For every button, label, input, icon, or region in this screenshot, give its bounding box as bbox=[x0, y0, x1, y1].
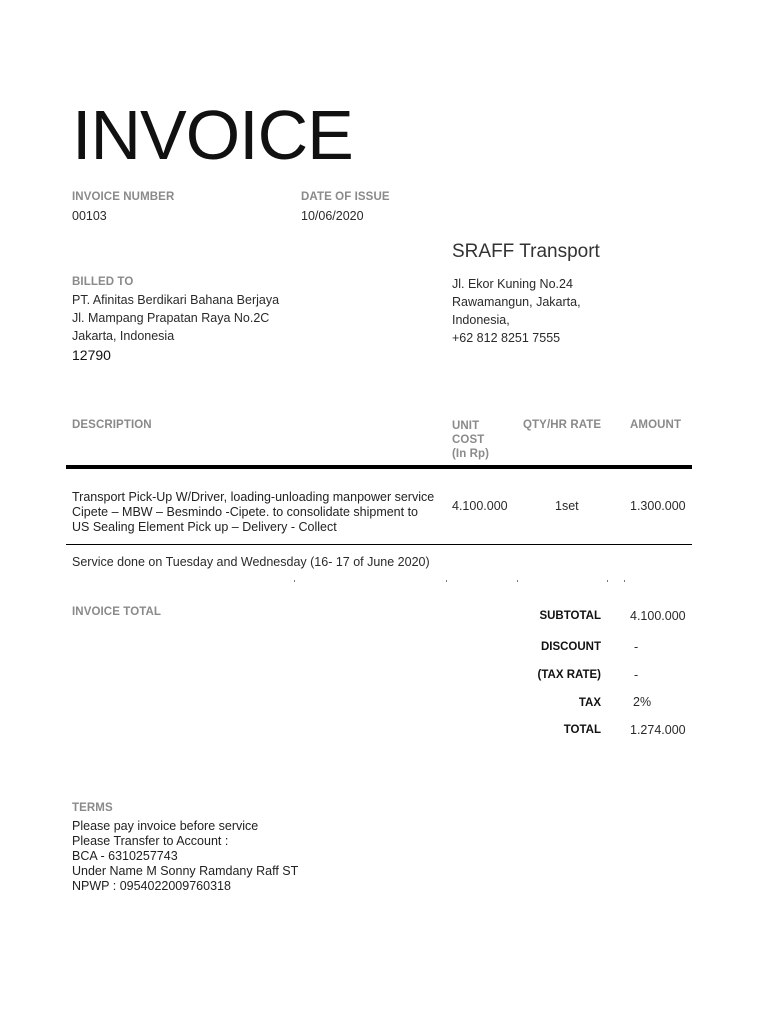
dotted-mark bbox=[624, 580, 625, 582]
total-value: 1.274.000 bbox=[630, 723, 686, 737]
tax-value: 2% bbox=[633, 695, 652, 709]
terms-line: BCA - 6310257743 bbox=[72, 849, 178, 863]
terms-line: Please Transfer to Account : bbox=[72, 834, 229, 848]
tax-rate-label: (TAX RATE) bbox=[537, 669, 601, 681]
unit-cost-header bbox=[452, 419, 489, 461]
billed-to-postcode: 12790 bbox=[72, 347, 111, 363]
qty-header: QTY/HR RATE bbox=[523, 419, 602, 431]
unit-cost-header-line: COST bbox=[452, 434, 485, 446]
billed-to-label: BILLED TO bbox=[72, 276, 134, 288]
dotted-mark bbox=[607, 580, 608, 582]
invoice-number-label: INVOICE NUMBER bbox=[72, 191, 175, 203]
date-of-issue-value: 10/06/2020 bbox=[301, 209, 364, 223]
table-row-divider bbox=[66, 544, 692, 545]
table-header-divider bbox=[66, 465, 692, 469]
terms-line: Please pay invoice before service bbox=[72, 819, 259, 833]
terms-line: Under Name M Sonny Ramdany Raff ST bbox=[72, 864, 299, 878]
company-address bbox=[452, 275, 581, 347]
line-item-qty: 1set bbox=[555, 499, 579, 513]
billed-to-line: PT. Afinitas Berdikari Bahana Berjaya bbox=[72, 293, 280, 307]
dotted-mark bbox=[294, 580, 295, 582]
company-address-line: Rawamangun, Jakarta, bbox=[452, 295, 581, 309]
total-label: TOTAL bbox=[563, 724, 601, 736]
discount-label: DISCOUNT bbox=[540, 641, 601, 653]
company-address-line: Indonesia, bbox=[452, 313, 510, 327]
description-header: DESCRIPTION bbox=[72, 419, 152, 431]
invoice-title: INVOICE bbox=[72, 96, 353, 174]
date-of-issue-label: DATE OF ISSUE bbox=[301, 191, 390, 203]
line-item-amount: 1.300.000 bbox=[630, 499, 686, 513]
company-address-line: Jl. Ekor Kuning No.24 bbox=[452, 277, 573, 291]
unit-cost-header-line: UNIT bbox=[452, 420, 480, 432]
description-line: Transport Pick-Up W/Driver, loading-unloading manpower service bbox=[72, 490, 435, 504]
amount-header: AMOUNT bbox=[630, 419, 682, 431]
line-item-unit-cost: 4.100.000 bbox=[452, 499, 508, 513]
billed-to-address bbox=[72, 291, 279, 365]
terms-text bbox=[72, 819, 298, 894]
billed-to-line: Jl. Mampang Prapatan Raya No.2C bbox=[72, 311, 270, 325]
dotted-mark bbox=[517, 580, 518, 582]
invoice-number-value: 00103 bbox=[72, 209, 107, 223]
billed-to-line: Jakarta, Indonesia bbox=[72, 329, 175, 343]
tax-rate-value: - bbox=[634, 668, 639, 682]
terms-label: TERMS bbox=[72, 802, 113, 814]
line-item-description bbox=[72, 490, 447, 535]
terms-line: NPWP : 0954022009760318 bbox=[72, 879, 231, 893]
description-line: Cipete – MBW – Besmindo -Cipete. to consolidate shipment to bbox=[72, 505, 419, 519]
discount-value: - bbox=[634, 640, 639, 654]
company-phone: +62 812 8251 7555 bbox=[452, 331, 561, 345]
subtotal-label: SUBTOTAL bbox=[539, 610, 601, 622]
service-note: Service done on Tuesday and Wednesday (16- 17 of June 2020) bbox=[72, 555, 430, 569]
invoice-total-label: INVOICE TOTAL bbox=[72, 606, 162, 618]
description-line: US Sealing Element Pick up – Delivery - Collect bbox=[72, 520, 337, 534]
company-name: SRAFF Transport bbox=[452, 241, 600, 262]
dotted-mark bbox=[446, 580, 447, 582]
unit-cost-header-line: (In Rp) bbox=[452, 448, 490, 460]
subtotal-value: 4.100.000 bbox=[630, 609, 686, 623]
tax-label: TAX bbox=[578, 697, 601, 709]
